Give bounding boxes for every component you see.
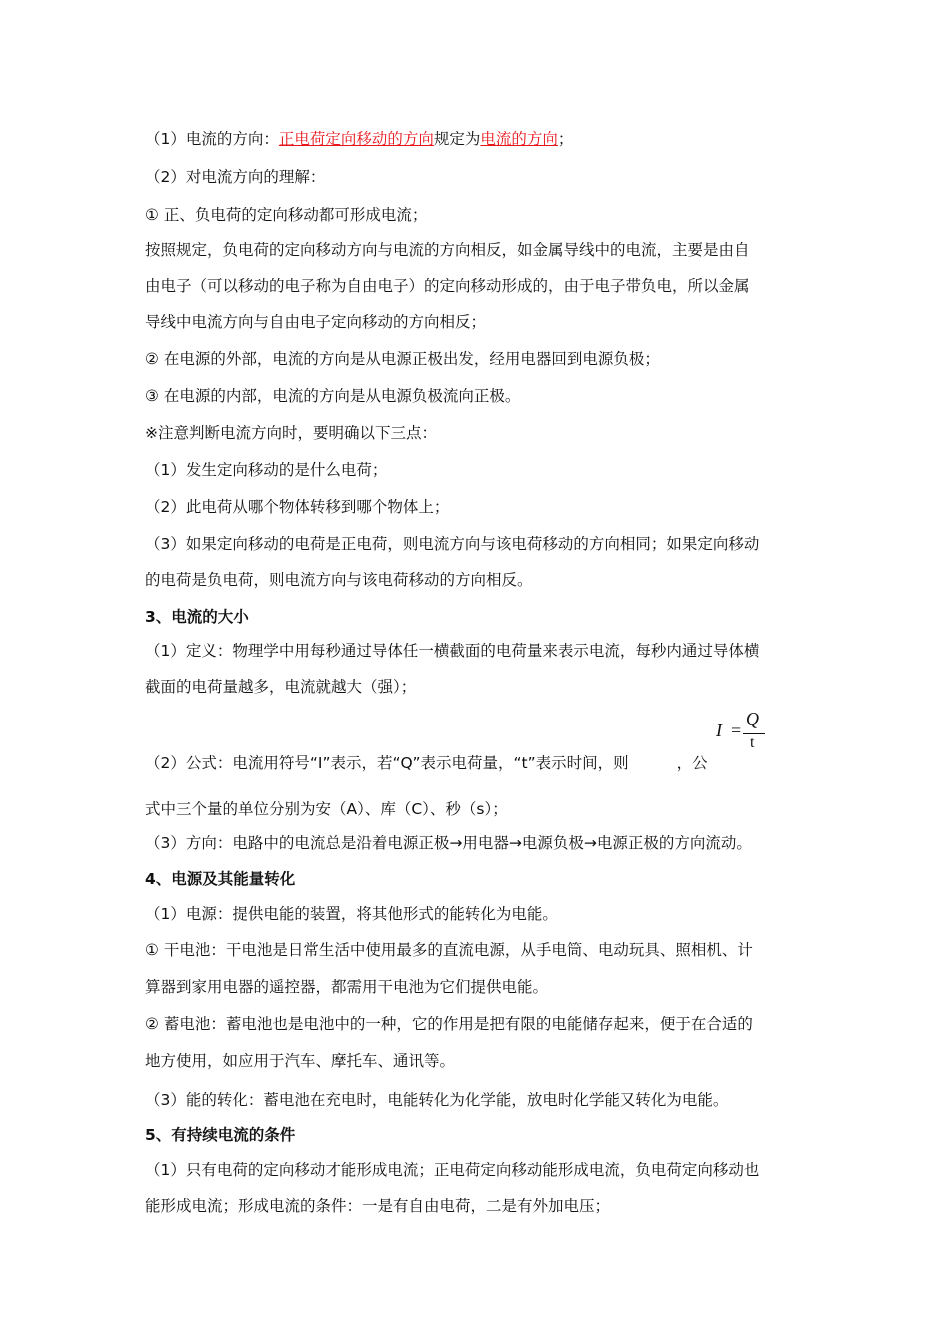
- text-line: 能形成电流；形成电流的条件：一是有自由电荷，二是有外加电压；: [145, 1197, 611, 1215]
- text-segment: 正电荷定向移动的方向: [278, 130, 434, 148]
- text-line: （2）对电流方向的理解：: [145, 168, 326, 186]
- text-line: 由电子（可以移动的电子称为自由电子）的定向移动形成的，由于电子带负电，所以金属: [145, 277, 750, 295]
- text-line: 算器到家用电器的遥控器，都需用干电池为它们提供电能。: [145, 978, 549, 996]
- text-line: 式中三个量的单位分别为安（A）、库（C）、秒（s）；: [145, 800, 508, 818]
- text-line: 截面的电荷量越多，电流就越大（强）；: [145, 678, 417, 696]
- text-segment: （2）公式：电流用符号“I”表示，若“Q”表示电荷量，“t”表示时间，则: [145, 754, 629, 772]
- text-line: ※注意判断电流方向时，要明确以下三点：: [145, 424, 437, 442]
- text-line: （1）电源：提供电能的装置，将其他形式的能转化为电能。: [145, 905, 558, 923]
- text-line: （1）只有电荷的定向移动才能形成电流；正电荷定向移动能形成电流，负电荷定向移动也: [145, 1161, 760, 1179]
- text-line: ① 干电池：干电池是日常生活中使用最多的直流电源，从手电筒、电动玩具、照相机、计: [145, 941, 753, 959]
- section-heading: 5、有持续电流的条件: [145, 1126, 296, 1144]
- text-segment: 电流的方向: [480, 130, 558, 148]
- text-segment: （1）电流的方向：: [145, 130, 279, 148]
- text-line: [145, 129, 573, 149]
- text-segment: ；: [557, 130, 574, 148]
- text-line: [145, 753, 708, 773]
- text-line: 按照规定，负电荷的定向移动方向与电流的方向相反，如金属导线中的电流，主要是由自: [145, 241, 750, 259]
- text-line: （3）方向：电路中的电流总是沿着电源正极→用电器→电源负极→电源正极的方向流动。: [145, 834, 752, 852]
- text-segment: 规定为: [433, 130, 481, 148]
- formula-equals: =: [731, 720, 742, 740]
- text-segment: ，公: [676, 754, 708, 772]
- text-line: （1）定义：物理学中用每秒通过导体任一横截面的电荷量来表示电流，每秒内通过导体横: [145, 642, 760, 660]
- text-line: （2）此电荷从哪个物体转移到哪个物体上；: [145, 498, 450, 516]
- text-line: ③ 在电源的内部，电流的方向是从电源负极流向正极。: [145, 387, 521, 405]
- text-line: ② 蓄电池：蓄电池也是电池中的一种，它的作用是把有限的电能储存起来，便于在合适的: [145, 1015, 753, 1033]
- section-heading: 3、电流的大小: [145, 608, 249, 626]
- current-formula: [716, 708, 776, 758]
- text-line: ② 在电源的外部，电流的方向是从电源正极出发，经用电器回到电源负极；: [145, 350, 660, 368]
- text-line: （1）发生定向移动的是什么电荷；: [145, 461, 388, 479]
- text-line: 地方使用，如应用于汽车、摩托车、通讯等。: [145, 1052, 456, 1070]
- text-line: 导线中电流方向与自由电子定向移动的方向相反；: [145, 313, 487, 331]
- text-line: 的电荷是负电荷，则电流方向与该电荷移动的方向相反。: [145, 571, 533, 589]
- section-heading: 4、电源及其能量转化: [145, 870, 296, 888]
- text-line: ① 正、负电荷的定向移动都可形成电流；: [145, 206, 428, 224]
- formula-current-symbol: I: [716, 720, 722, 740]
- text-line: （3）如果定向移动的电荷是正电荷，则电流方向与该电荷移动的方向相同；如果定向移动: [145, 535, 760, 553]
- formula-numerator: Q: [746, 709, 759, 729]
- text-line: （3）能的转化：蓄电池在充电时，电能转化为化学能，放电时化学能又转化为电能。: [145, 1091, 729, 1109]
- formula-denominator: t: [750, 734, 755, 751]
